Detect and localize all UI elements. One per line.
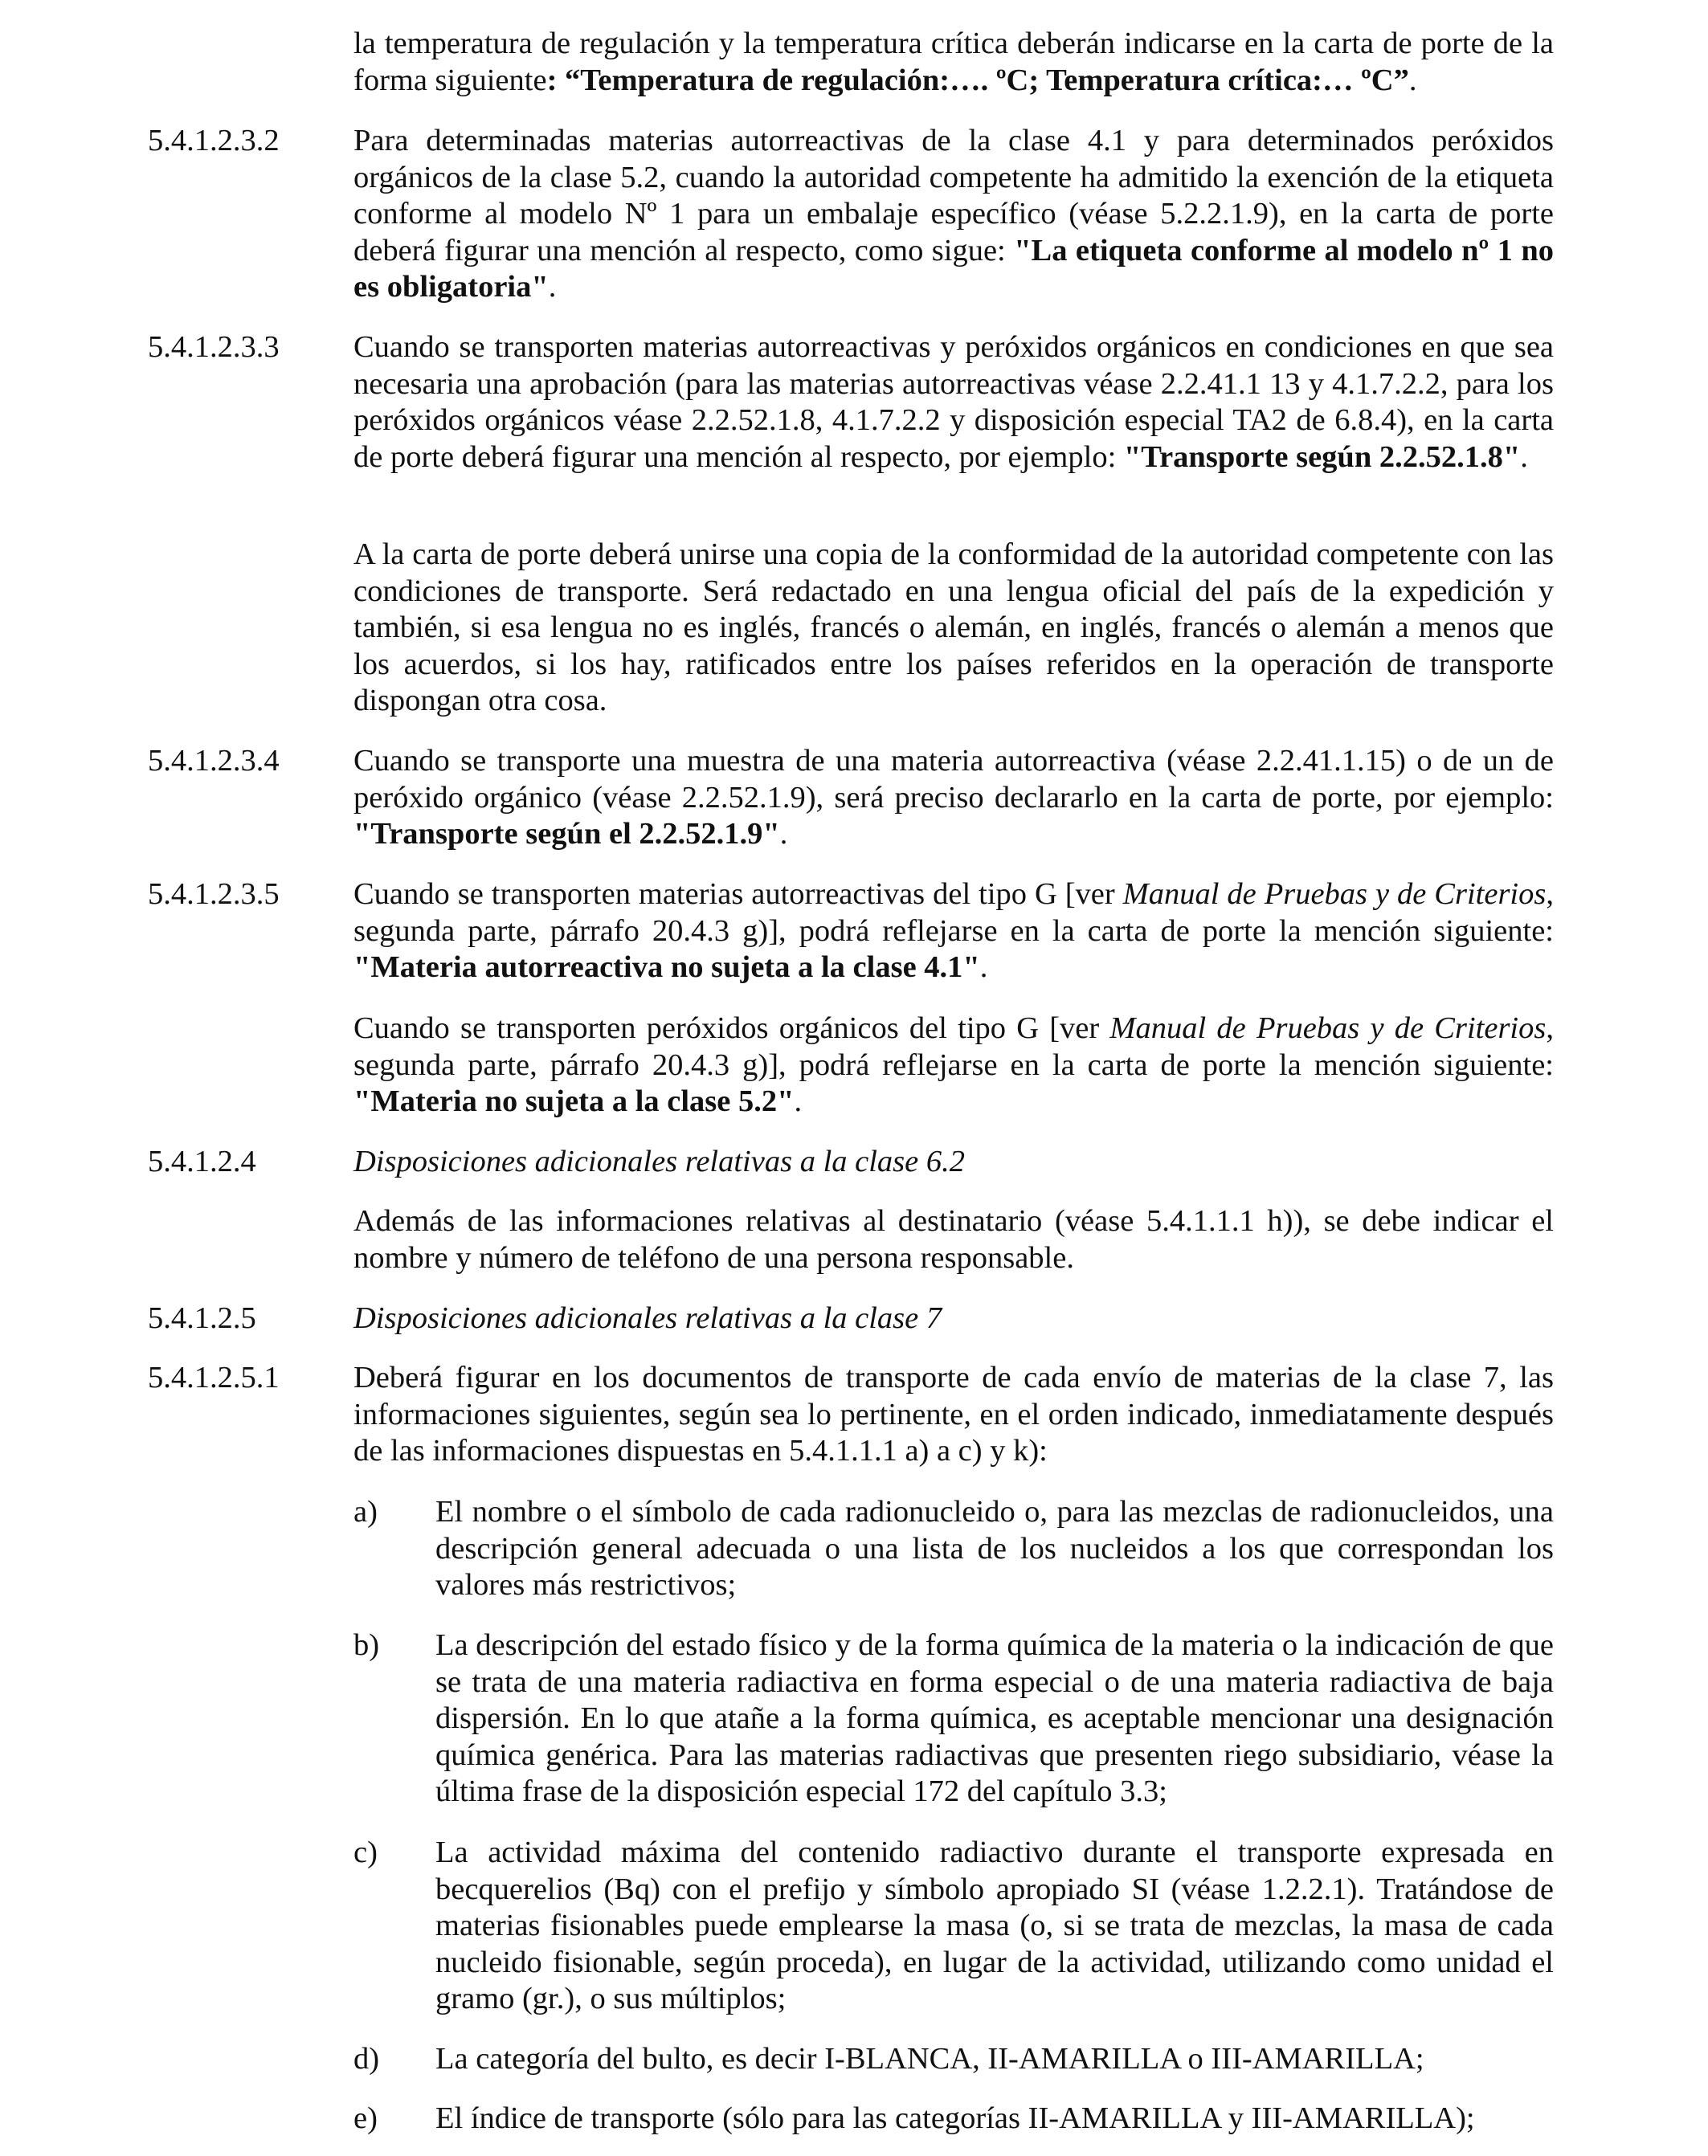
text-run: , segunda parte, párrafo 20.4.3 g)], podrá reflejarse en la carta de porte la mención siguiente: bbox=[353, 877, 1554, 948]
bold-text-run: "La etiqueta conforme al modelo nº 1 no es obligatoria" bbox=[353, 233, 1554, 304]
text-run: . bbox=[794, 1084, 803, 1118]
list-item-text: El índice de transporte (sólo para las categorías II-AMARILLA y III-AMARILLA); bbox=[435, 2101, 1475, 2135]
list-item-marker: c) bbox=[353, 1835, 378, 1869]
italic-text-run: Manual de Pruebas y de Criterios bbox=[1109, 1011, 1547, 1045]
text-run: Cuando se transporten materias autorreactivas y peróxidos orgánicos en condiciones en que sea necesaria una aprobación (para las materias autorreactivas véase 2.2.41.1 13 y 4.1.7.2.2, para los peróxidos orgánicos véase 2.2.52.1.8, 4.1.7.2.2 y disposición especial TA2 de 6.8.4), en la carta de porte deberá figurar una mención al respecto, por ejemplo: bbox=[353, 330, 1554, 474]
paragraph-text bbox=[353, 743, 1554, 853]
list-item-marker: b) bbox=[353, 1628, 380, 1662]
italic-text-run: Manual de Pruebas y de Criterios bbox=[1122, 877, 1547, 911]
list-item-marker: d) bbox=[353, 2042, 380, 2076]
text-run: . bbox=[779, 817, 788, 851]
paragraph-number: 5.4.1.2.5.1 bbox=[148, 1361, 280, 1394]
paragraph-text bbox=[353, 329, 1554, 476]
text-run: la temperatura de regulación y la temperatura crítica deberán indicarse en la carta de porte de la forma siguiente bbox=[353, 27, 1554, 97]
paragraph-text: A la carta de porte deberá unirse una copia de la conformidad de la autoridad competente con las condiciones de transporte. Será redactado en una lengua oficial del país de la expedición y también, si esa lengua no es inglés, francés o alemán, en inglés, francés o alemán a menos que los acuerdos, si los hay, ratificados entre los países referidos en la operación de transporte dispongan otra cosa. bbox=[353, 537, 1554, 717]
section-number: 5.4.1.2.5 bbox=[148, 1301, 256, 1335]
paragraph-text: Además de las informaciones relativas al destinatario (véase 5.4.1.1.1 h)), se debe indicar el nombre y número de teléfono de una persona responsable. bbox=[353, 1204, 1554, 1275]
bold-text-run: "Transporte según 2.2.52.1.8" bbox=[1123, 439, 1521, 474]
list-item-text: La actividad máxima del contenido radiactivo durante el transporte expresada en becquerelios (Bq) con el prefijo y símbolo apropiado SI (véase 1.2.2.1). Tratándose de materias fisionables puede emplearse la masa (o, si se trata de mezclas, la masa de cada nucleido fisionable, según proceda), en lugar de la actividad, utilizando como unidad el gramo (gr.), o sus múltiplos; bbox=[435, 1835, 1554, 2015]
paragraph-number: 5.4.1.2.3.2 bbox=[148, 124, 280, 157]
text-run: . bbox=[548, 270, 557, 304]
text-run: Cuando se transporten peróxidos orgánicos del tipo G [ver bbox=[353, 1011, 1110, 1045]
text-run: Cuando se transporte una muestra de una materia autorreactiva (véase 2.2.41.1.15) o de un de peróxido orgánico (véase 2.2.52.1.9), será preciso declararlo en la carta de porte, por ejemplo: bbox=[353, 744, 1554, 815]
paragraph-text: Deberá figurar en los documentos de transporte de cada envío de materias de la clase 7, las informaciones siguientes, según sea lo pertinente, en el orden indicado, inmediatamente después de las informaciones dispuestas en 5.4.1.1.1 a) a c) y k): bbox=[353, 1361, 1554, 1468]
section-heading: Disposiciones adicionales relativas a la clase 6.2 bbox=[353, 1145, 965, 1178]
paragraph-number: 5.4.1.2.3.3 bbox=[148, 330, 280, 364]
text-run: , segunda parte, párrafo 20.4.3 g)], podrá reflejarse en la carta de porte la mención siguiente: bbox=[353, 1011, 1554, 1082]
paragraph-text bbox=[353, 1011, 1554, 1121]
section-number: 5.4.1.2.4 bbox=[148, 1145, 256, 1178]
text-run: . bbox=[1408, 63, 1417, 97]
text-run: . bbox=[979, 950, 988, 984]
list-item-text: La descripción del estado físico y de la forma química de la materia o la indicación de que se trata de una materia radiactiva en forma especial o de una materia radiactiva de baja dispersión. En lo que atañe a la forma química, es aceptable mencionar una designación química genérica. Para las materias radiactivas que presenten riego subsidiario, véase la última frase de la disposición especial 172 del capítulo 3.3; bbox=[435, 1628, 1554, 1808]
list-item-marker: e) bbox=[353, 2101, 378, 2135]
bold-text-run: : “Temperatura de regulación:…. ºC; Temperatura crítica:… ºC” bbox=[546, 63, 1409, 97]
paragraph-number: 5.4.1.2.3.4 bbox=[148, 744, 280, 778]
paragraph-text bbox=[353, 123, 1554, 306]
paragraph-text bbox=[353, 876, 1554, 986]
text-run: . bbox=[1520, 439, 1528, 474]
text-run: Cuando se transporten materias autorreactivas del tipo G [ver bbox=[353, 877, 1123, 911]
text-run: Para determinadas materias autorreactivas de la clase 4.1 y para determinados peróxidos orgánicos de la clase 5.2, cuando la autoridad competente ha admitido la exención de la etiqueta conforme al modelo Nº 1 para un embalaje específico (véase 5.2.2.1.9), en la carta de porte deberá figurar una mención al respecto, como sigue: bbox=[353, 124, 1554, 267]
list-item-text: El nombre o el símbolo de cada radionucleido o, para las mezclas de radionucleidos, una descripción general adecuada o una lista de los nucleidos a los que correspondan los valores más restrictivos; bbox=[435, 1495, 1554, 1602]
bold-text-run: "Materia no sujeta a la clase 5.2" bbox=[353, 1084, 795, 1118]
paragraph-number: 5.4.1.2.3.5 bbox=[148, 877, 280, 911]
bold-text-run: "Transporte según el 2.2.52.1.9" bbox=[353, 817, 780, 851]
bold-text-run: "Materia autorreactiva no sujeta a la clase 4.1" bbox=[353, 950, 980, 984]
list-item-text: La categoría del bulto, es decir I-BLANCA, II-AMARILLA o III-AMARILLA; bbox=[435, 2042, 1424, 2076]
list-item-marker: a) bbox=[353, 1495, 378, 1529]
paragraph-text bbox=[353, 26, 1554, 99]
section-heading: Disposiciones adicionales relativas a la clase 7 bbox=[353, 1301, 942, 1335]
